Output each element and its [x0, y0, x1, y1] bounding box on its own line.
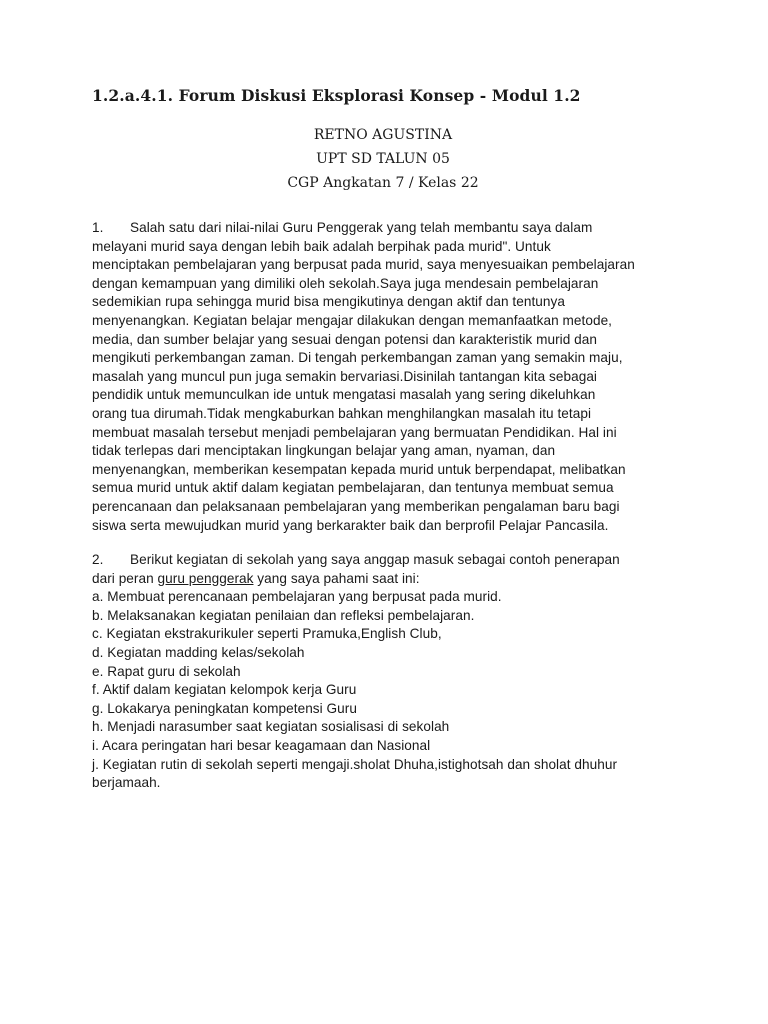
paragraph-text: dari peran [92, 570, 158, 586]
paragraph-line [92, 570, 692, 589]
paragraph-line: tidak terlepas dari menciptakan lingkungan belajar yang aman, nyaman, dan [92, 443, 556, 459]
guru-penggerak-link[interactable]: guru penggerak [157, 570, 254, 586]
paragraph-line: melayani murid saya dengan lebih baik adalah berpihak pada murid". Untuk [92, 238, 551, 254]
list-item: h. Menjadi narasumber saat kegiatan sosialisasi di sekolah [92, 719, 450, 735]
paragraph-line: menyenangkan. Kegiatan belajar mengajar dilakukan dengan memanfaatkan metode, [92, 312, 612, 328]
paragraph-line: semua murid untuk aktif dalam kegiatan pembelajaran, dan tentunya membuat semua [92, 480, 614, 496]
paragraph-line: mengikuti perkembangan zaman. Di tengah perkembangan zaman yang semakin maju, [92, 350, 623, 366]
paragraph-line: perencanaan dan pelaksanaan pembelajaran yang memberikan pengalaman baru bagi [92, 498, 620, 514]
paragraph-line: orang tua dirumah.Tidak mengkaburkan bahkan menghilangkan masalah itu tetapi [92, 405, 592, 421]
list-item: c. Kegiatan ekstrakurikuler seperti Pramuka,English Club, [92, 626, 442, 642]
list-item: d. Kegiatan madding kelas/sekolah [92, 644, 305, 660]
paragraph-line: sedemikian rupa sehingga murid bisa mengikutinya dengan aktif dan tentunya [92, 294, 565, 310]
cohort-class: CGP Angkatan 7 / Kelas 22 [287, 175, 479, 191]
paragraph-line: siswa serta mewujudkan murid yang berkarakter baik dan berprofil Pelajar Pancasila. [92, 517, 609, 533]
list-item: b. Melaksanakan kegiatan penilaian dan refleksi pembelajaran. [92, 607, 475, 623]
paragraph-text: Salah satu dari nilai-nilai Guru Penggerak yang telah membantu saya dalam [130, 220, 593, 235]
answer-1 [92, 219, 692, 535]
answer-number: 2. [92, 552, 104, 567]
paragraph-text: yang saya pahami saat ini: [253, 570, 420, 586]
list-item: j. Kegiatan rutin di sekolah seperti mengaji.sholat Dhuha,istighotsah dan sholat dhuhur [92, 756, 618, 772]
author-name: RETNO AGUSTINA [313, 127, 453, 143]
school-name: UPT SD TALUN 05 [316, 151, 450, 167]
paragraph-text: Berikut kegiatan di sekolah yang saya anggap masuk sebagai contoh penerapan [130, 552, 620, 567]
answer-number: 1. [92, 220, 104, 235]
document-title: 1.2.a.4.1. Forum Diskusi Eksplorasi Konsep - Modul 1.2 [92, 86, 581, 105]
paragraph-line: dengan kemampuan yang dimiliki oleh sekolah.Saya juga mendesain pembelajaran [92, 275, 599, 291]
list-item: i. Acara peringatan hari besar keagamaan dan Nasional [92, 737, 431, 753]
paragraph-line [92, 219, 692, 238]
paragraph-line: media, dan sumber belajar yang sesuai dengan potensi dan karakteristik murid dan [92, 331, 597, 347]
paragraph-line: pendidik untuk memunculkan ide untuk mengatasi masalah yang sering dikeluhkan [92, 387, 596, 403]
paragraph-line: menyenangkan, memberikan kesempatan kepada murid untuk berpendapat, melibatkan [92, 461, 626, 477]
paragraph-line: masalah yang muncul pun juga semakin bervariasi.Disinilah tantangan kita sebagai [92, 368, 597, 384]
author-info [0, 123, 768, 195]
list-item: f. Aktif dalam kegiatan kelompok kerja Guru [92, 682, 357, 698]
list-item: g. Lokakarya peningkatan kompetensi Guru [92, 700, 357, 716]
answer-2 [92, 551, 692, 793]
list-item: berjamaah. [92, 775, 161, 791]
list-item: e. Rapat guru di sekolah [92, 663, 241, 679]
paragraph-line: menciptakan pembelajaran yang berpusat pada murid, saya menyesuaikan pembelajaran [92, 257, 635, 273]
paragraph-line [92, 551, 692, 570]
list-item: a. Membuat perencanaan pembelajaran yang berpusat pada murid. [92, 589, 502, 605]
paragraph-line: membuat masalah tersebut menjadi pembelajaran yang bermuatan Pendidikan. Hal ini [92, 424, 617, 440]
